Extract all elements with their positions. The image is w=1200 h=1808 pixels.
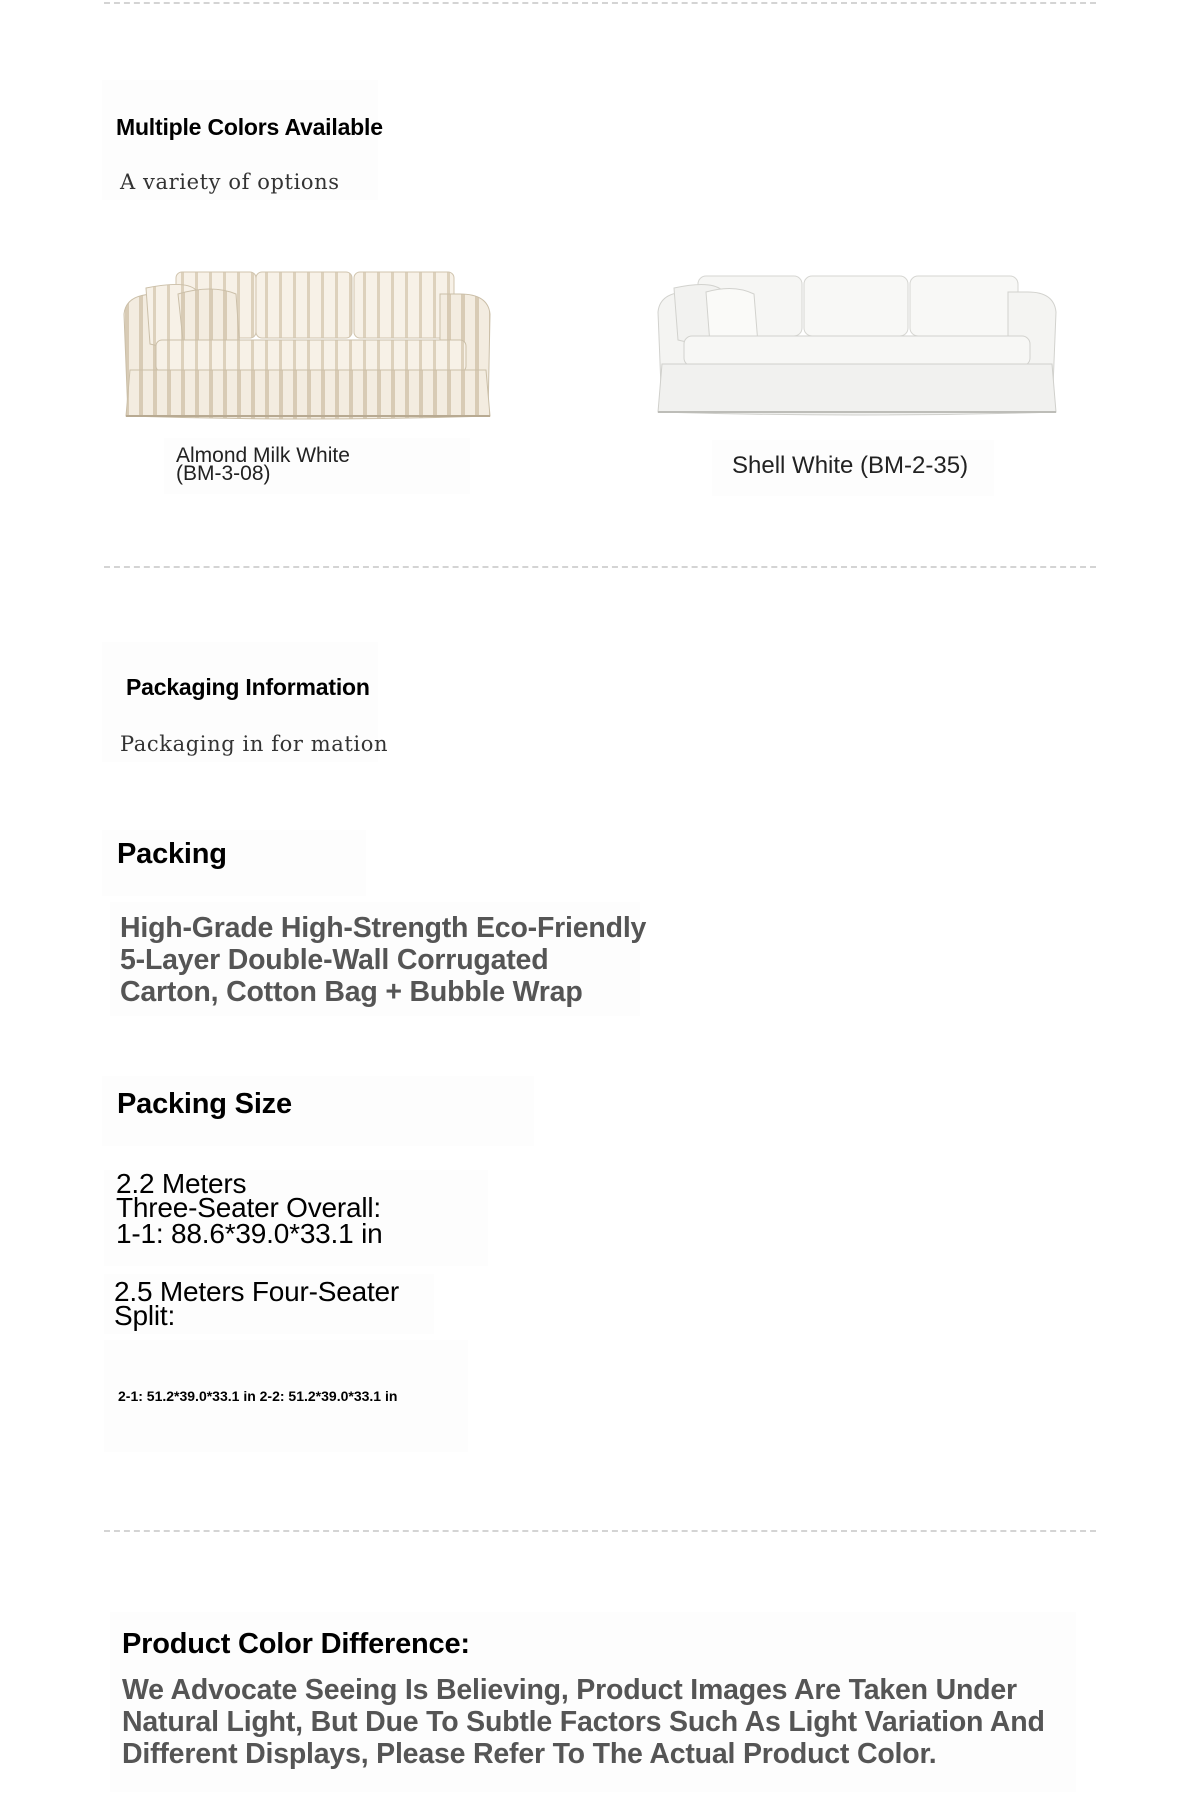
top-divider bbox=[104, 2, 1096, 4]
four-seater-line-1: 2.5 Meters Four-Seater bbox=[114, 1276, 400, 1307]
shell-caption: Shell White (BM-2-35) bbox=[732, 452, 969, 479]
almond-caption-line1: Almond Milk White bbox=[176, 444, 350, 467]
packing-line-3: Carton, Cotton Bag + Bubble Wrap bbox=[120, 976, 583, 1008]
three-seater-line-2: Three-Seater Overall: bbox=[116, 1192, 382, 1223]
section-divider-2 bbox=[104, 1530, 1096, 1532]
colors-section-title: Multiple Colors Available bbox=[116, 114, 383, 140]
packing-heading: Packing bbox=[117, 838, 227, 870]
three-seater-line-3: 1-1: 88.6*39.0*33.1 in bbox=[116, 1218, 383, 1249]
colors-section-subtitle: A variety of options bbox=[120, 170, 340, 194]
color-difference-title: Product Color Difference: bbox=[122, 1628, 470, 1660]
four-seater-line-2: Split: bbox=[114, 1300, 176, 1331]
packing-size-heading: Packing Size bbox=[117, 1088, 292, 1120]
striped-sofa-image bbox=[116, 266, 498, 422]
split-sizes-text: 2-1: 51.2*39.0*33.1 in 2-2: 51.2*39.0*33.1 in bbox=[118, 1388, 398, 1404]
color-difference-line-2: Natural Light, But Due To Subtle Factors Such As Light Variation And bbox=[122, 1706, 1045, 1738]
white-sofa-image bbox=[654, 270, 1060, 418]
packaging-section-title: Packaging Information bbox=[126, 674, 370, 700]
packaging-section-subtitle: Packaging in for mation bbox=[120, 732, 389, 756]
packing-line-2: 5-Layer Double-Wall Corrugated bbox=[120, 944, 549, 976]
three-seater-line-1: 2.2 Meters bbox=[116, 1168, 247, 1199]
packing-line-1: High-Grade High-Strength Eco-Friendly bbox=[120, 912, 647, 944]
color-difference-line-1: We Advocate Seeing Is Believing, Product Images Are Taken Under bbox=[122, 1674, 1017, 1706]
section-divider-1 bbox=[104, 566, 1096, 568]
almond-caption-line2: (BM-3-08) bbox=[176, 462, 271, 485]
color-difference-line-3: Different Displays, Please Refer To The Actual Product Color. bbox=[122, 1738, 937, 1770]
